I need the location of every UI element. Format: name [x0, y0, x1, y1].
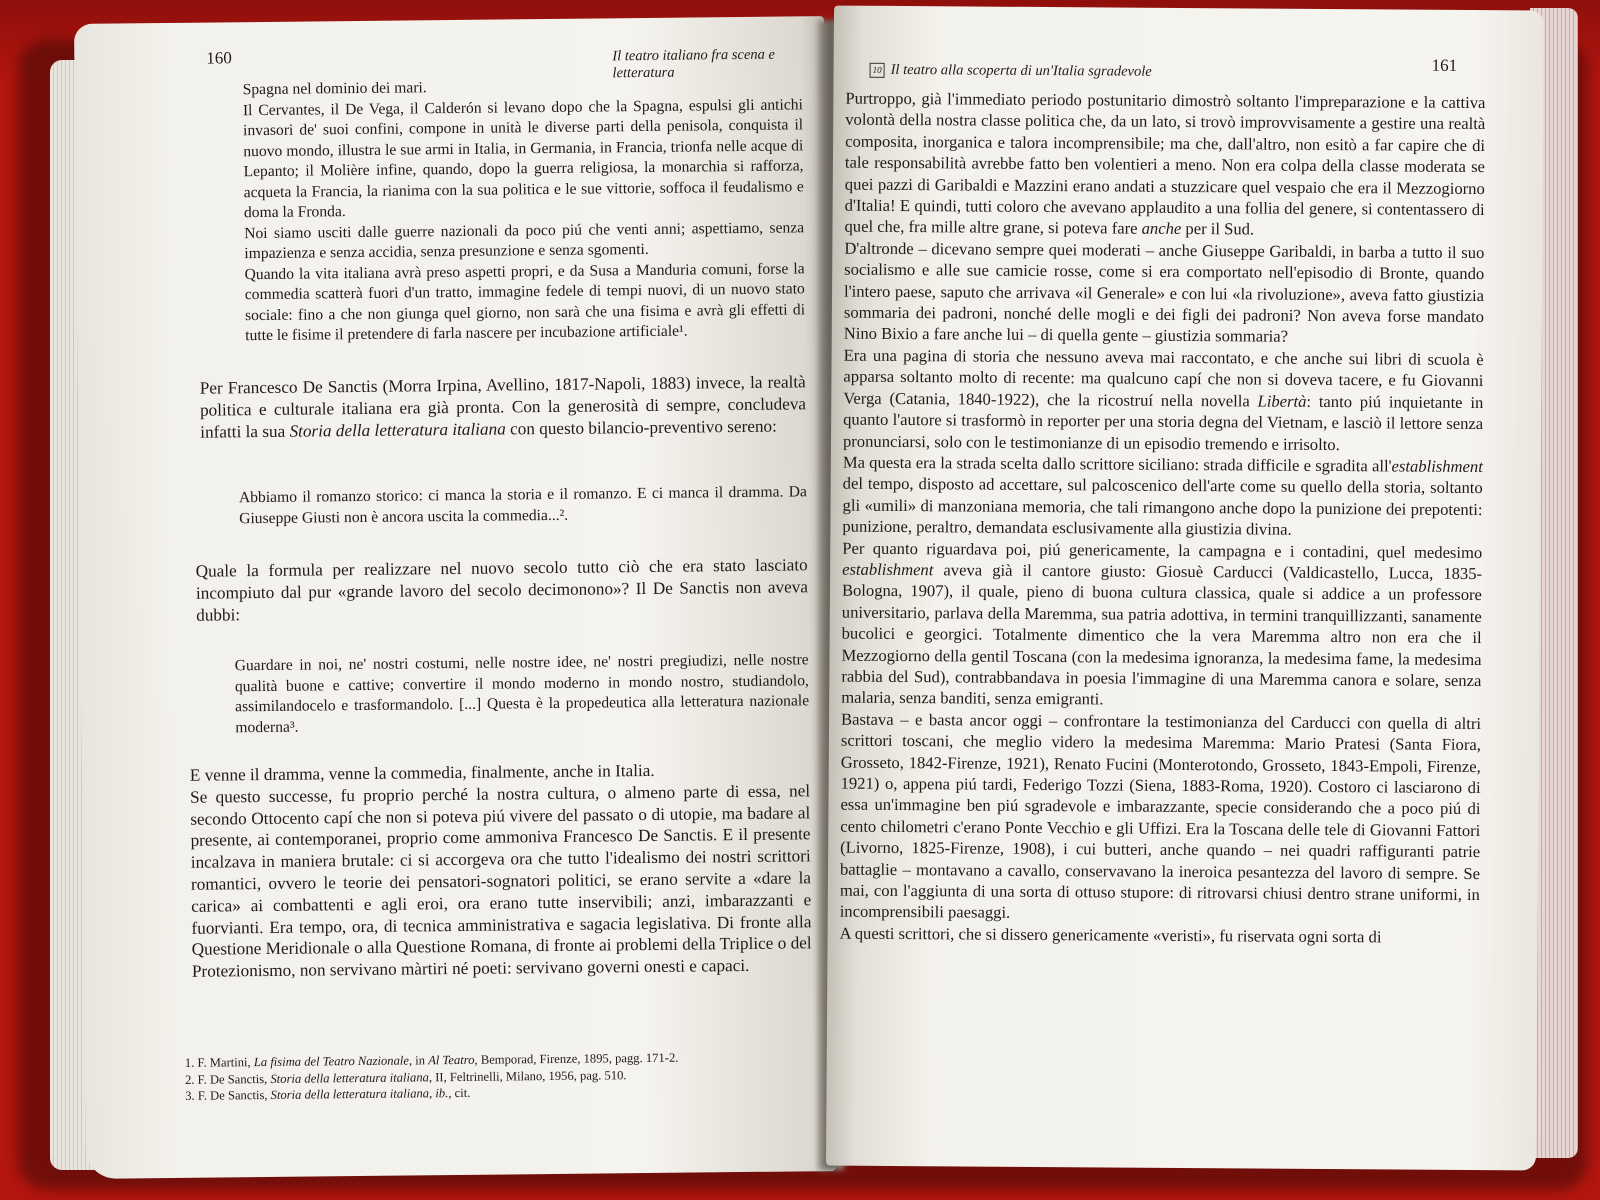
right-p3-italic: Libertà — [1257, 391, 1307, 411]
footnote-3-author: 3. F. De Sanctis, — [185, 1087, 271, 1103]
left-p1-end: con questo bilancio-preventivo sereno: — [505, 416, 777, 439]
left-p2-text: Quale la formula per realizzare nel nuovo secolo tutto ciò che era stato lasciato incompiuto dal pur «grande lavoro del secolo decimonono»? Il De Sanctis non aveva dubbi: — [195, 555, 809, 625]
right-p4 — [842, 452, 1483, 542]
left-p3-text: E venne il dramma, venne la commedia, finalmente, anche in Italia. — [189, 760, 655, 785]
left-paragraph-2 — [196, 554, 809, 626]
footnote-3-rest: , cit. — [448, 1085, 471, 1101]
right-p3-end: : tanto piú inquietante in quanto l'autore si trasformò in reporter per una storia degna del Vietnam, e lasciò il lettore senza pronunciarsi, solo con le testimonianze di un episodio tremendo e irrisolto. — [842, 391, 1484, 454]
right-p5 — [841, 537, 1482, 713]
quote1-para-3: Noi siamo usciti dalle guerre nazionali da poco piú che venti anni; aspettiamo, senza impazienza e senza accidia, senza presunzione e senza sgomenti. — [244, 218, 805, 263]
quote-block-1 — [243, 74, 806, 346]
footnotes — [185, 1048, 815, 1104]
right-running-head-text: Il teatro alla scoperta di un'Italia sgradevole — [890, 61, 1152, 80]
quote1-para-4: Quando la vita italiana avrà preso aspetti propri, e da Susa a Manduria comuni, forse la commedia scatterà fuori d'un tratto, immagine fedele di tempi nuovi, di un nuovo stato sociale: fino a che non giunga quel giorno, non sarà che una fisima e avrà gli effetti di tutte le fisime il pretendere di farla nascere per incubazione artificiale¹. — [244, 259, 806, 345]
footnote-1-author: 1. F. Martini, — [184, 1055, 254, 1070]
left-p4-text: Se questo successe, fu proprio perché la nostra cultura, o almeno parte di essa, nel secondo Ottocento capí che non si poteva piú vivere del passato o di utopie, ma badare al presente, ai contemporanei, proprio come ammoniva Francesco De Sanctis. E il presente incalzava in maniera brutale: ci si accorgeva ora che tutto l'idealismo dei nostri scrittori romantici, ovvero le teorie dei pensatori-sognatori politici, se erano servite a «dare la carica» ai combattenti e agli eroi, ora erano tutte inservibili; anzi, imbarazzanti e fuorvianti. Era tempo, ora, di tecnica amministrativa e sagacia legislativa. Di fronte alla Questione Meridionale o alla Questione Romana, di fronte ai problemi della Triplice o del Protezionismo, non servivano màrtiri né poeti: servivano governi onesti e capaci. — [189, 781, 812, 981]
left-running-head: Il teatro italiano fra scena e letteratura — [612, 46, 775, 82]
footnote-3-mid: , — [428, 1086, 436, 1101]
right-p4-end: del tempo, disposto ad accettare, sul palcoscenico dell'arte come su quello della storia, soltanto gli «umili» di manzoniana memoria, che tali rimangono anche dopo la punizione dei prepotenti: punizione, peraltro, demandata esclusivamente alla giustizia divina. — [842, 473, 1483, 539]
footnote-1-title2: Al Teatro — [428, 1052, 475, 1068]
right-p1-italic: anche — [1141, 219, 1182, 239]
right-p1-end: per il Sud. — [1181, 219, 1255, 239]
footnote-2-title: Storia della letteratura italiana — [270, 1069, 429, 1086]
right-p1-start: Purtroppo, già l'immediato periodo postunitario dimostrò soltanto l'impreparazione e la cattiva volontà della nostra classe politica che, da un lato, si trovò improvvisamente a gestire una realtà composita, inorganica e talora incomprensibile; ma che, dall'altro, non esitò a far capire che di tale responsabilità avrebbe fatto ben volentieri a meno. Non era colpa della classe moderata se quei pazzi di Garibaldi e Mazzini erano andati a stuzzicare quel vespaio che era il Mezzogiorno d'Italia! E quindi, tutti coloro che avevano applaudito a una follia del genere, si contentassero di quel che, fra mille altre grane, si poteva fare — [844, 88, 1486, 239]
footnote-2-author: 2. F. De Sanctis, — [184, 1071, 271, 1087]
right-p4-italic: establishment — [1391, 456, 1483, 476]
quote3-text: Guardare in noi, ne' nostri costumi, nelle nostre idee, ne' nostri pregiudizi, nelle nostre qualità buone e cattive; convertire il mondo moderno in mondo nostro, studiandolo, assimilandocelo e trasformandolo. [...] Questa è la propedeutica alla letteratura nazionale moderna³. — [234, 651, 810, 736]
footnote-1-title: La fisima del Teatro Nazionale — [253, 1053, 409, 1070]
right-p7: A questi scrittori, che si dissero genericamente «veristi», fu riservata ogni sorta di — [839, 923, 1382, 947]
left-p1-title: Storia della letteratura italiana — [289, 419, 506, 441]
quote1-para-2: Il Cervantes, il De Vega, il Calderón si levano dopo che la Spagna, espulsi gli antichi invasori de' suoi confini, compone in unità le diverse parti della penisola, conquista il nuovo mondo, illustra le sue armi in Italia, in Germania, in Francia, trionfa nelle acque di Lepanto; il Molière infine, quando, dopo la guerra religiosa, la monarchia si rafforza, acqueta la Francia, la rianima con la sua politica e le sue vittorie, soffoca il feudalismo e doma la Fronda. — [242, 95, 804, 222]
right-p3 — [843, 344, 1484, 455]
right-page — [826, 6, 1544, 1171]
right-p3-start: Era una pagina di storia che nessuno aveva mai raccontato, e che anche sui libri di scuola è apparsa soltanto molto di recente: ma qualcuno capí che non si doveva tacere, e fu Giovanni Verga (Catania, 1840-1922), che la ricostruí nella novella — [843, 345, 1484, 411]
quote-block-2 — [239, 482, 807, 529]
right-p5-italic: establishment — [842, 559, 934, 580]
right-p5-end: aveva già il cantore giusto: Giosuè Carducci (Valdicastello, Lucca, 1835-Bologna, 1907), il quale, pieno di buona cultura classica, quale si addice a un professore universitario, parlava della Maremma, sua patria adottiva, in termini tranquillizzanti, sanamente bucolici e georgici. Totalmente dimentico che la vera Maremma altro non era che il Mezzogiorno della gentil Toscana (con la medesima ignoranza, la medesima fame, la medesima rabbia del Sud), contrabbandava in poesia l'immagine di una Maremma canora e solare, senza malaria, senza banditi, senza emigranti. — [841, 560, 1483, 709]
right-page-number: 161 — [1431, 55, 1458, 75]
right-running-head — [870, 62, 1152, 81]
left-paragraph-1 — [200, 371, 807, 443]
footnote-3-ib: ib. — [435, 1086, 449, 1101]
left-page-number: 160 — [206, 48, 232, 68]
right-p5-start: Per quanto riguardava poi, piú genericamente, la campagna e i contadini, quel medesimo — [842, 538, 1483, 562]
footnote-1-mid: , in — [408, 1053, 429, 1068]
left-page — [74, 16, 836, 1179]
right-p1 — [844, 88, 1485, 242]
footnote-2-rest: , II, Feltrinelli, Milano, 1956, pag. 510. — [428, 1067, 627, 1084]
section-marker: 10 — [870, 63, 885, 78]
right-p2: D'altronde – dicevano sempre quei moderati – anche Giuseppe Garibaldi, in barba a tutto il suo socialismo e alle sue camicie rosse, come si era comportato nell'episodio di Bronte, quando l'intero paese, saputo che arrivava «il Generale» e con lui «la rivoluzione», aveva fatto giustizia sommaria dei padroni, nonché delle mogli e dei figli dei padroni? Non aveva forse mandato Nino Bixio a fare anche lui – di quella gente – giustizia sommaria? — [843, 238, 1485, 347]
footnote-3-title: Storia della letteratura italiana — [270, 1086, 430, 1102]
footnote-1-rest: , Bemporad, Firenze, 1895, pagg. 171-2. — [474, 1050, 679, 1067]
right-p4-start: Ma questa era la strada scelta dallo scrittore siciliano: strada difficile e sgradita all' — [842, 452, 1392, 476]
quote1-line-1: Spagna nel dominio dei mari. — [242, 79, 427, 99]
left-paragraph-3 — [190, 758, 812, 982]
left-p1-start: Per Francesco De Sanctis (Morra Irpina, Avellino, 1817-Napoli, 1883) invece, la realtà politica e culturale italiana era già pronta. Con la generosità di sempre, concludeva infatti la sua — [199, 372, 807, 442]
quote-block-3 — [235, 650, 810, 738]
quote2-text: Abbiamo il romanzo storico: ci manca la storia e il romanzo. E ci manca il dramma. Da Giuseppe Giusti non è ancora uscita la commedia...². — [238, 483, 808, 527]
right-p6: Bastava – e basta ancor oggi – confrontare la testimonianza del Carducci con quella di altri scrittori toscani, che meglio videro la medesima Maremma: Mario Pratesi (Santa Fiora, Grosseto, 1842-Firenze, 1921), Renato Fucini (Monterotondo, Grosseto, 1843-Empoli, Firenze, 1921) o, appena piú tardi, Federigo Tozzi (Siena, 1883-Roma, 1920). Costoro ci lasciarono di essa un'immagine ben piú sgradevole e imbarazzante, specie considerando che a poco piú di cento chilometri c'erano Ponte Vecchio e gli Uffizi. Era la Toscana delle tele di Giovanni Fattori (Livorno, 1825-Firenze, 1908), i cui butteri, anche quando – nei quadri raffiguranti patrie battaglie – montavano a cavallo, conservavano la ineroica pesantezza del lavoro di sempre. Se mai, con l'aggiunta di una sorta di ottuso stupore: di ritrovarsi chiusi dentro strane uniformi, in incomprensibili paesaggi. — [839, 709, 1482, 923]
right-text-column — [840, 88, 1486, 949]
